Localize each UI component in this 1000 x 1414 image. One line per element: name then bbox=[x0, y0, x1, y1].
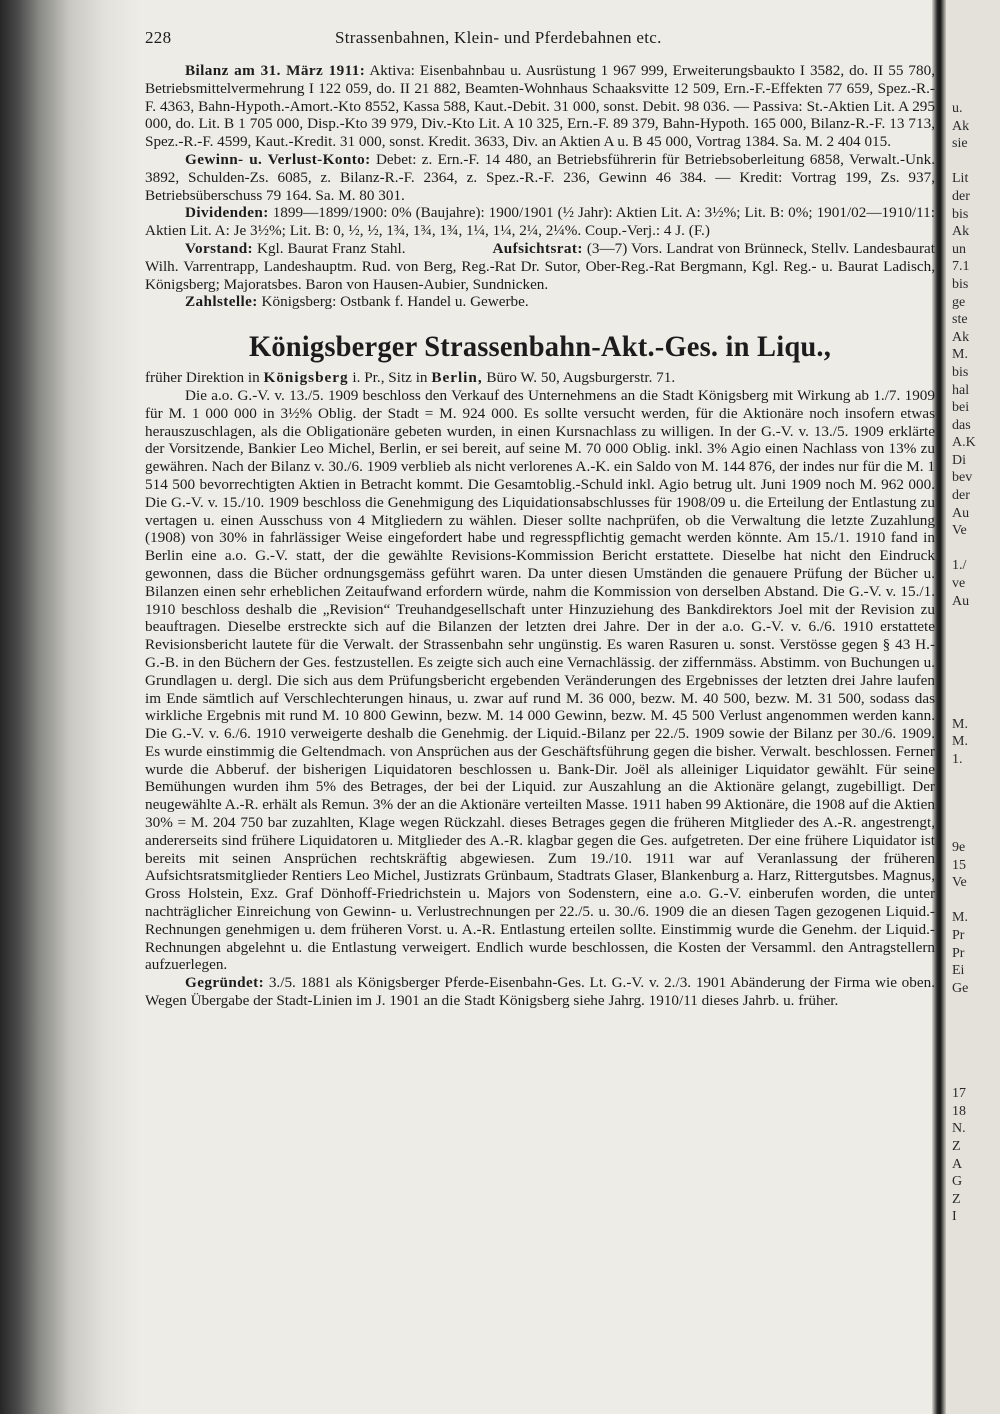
facing-page-fragment: bis bbox=[952, 364, 969, 380]
facing-page-fragment bbox=[952, 681, 1000, 699]
facing-page-fragment: M. bbox=[952, 910, 968, 926]
facing-page-fragment: G bbox=[952, 1174, 963, 1190]
facing-page-fragment: u. bbox=[952, 101, 963, 116]
facing-page-fragment: Ak bbox=[952, 329, 970, 345]
seat-city: Berlin, bbox=[431, 369, 483, 387]
page bbox=[145, 28, 935, 1398]
board-text: Kgl. Baurat Franz Stahl. bbox=[256, 239, 406, 257]
facing-page-fragment bbox=[952, 1050, 1000, 1068]
former-seat-city: Königsberg bbox=[263, 369, 349, 387]
facing-page-fragment: Au bbox=[952, 593, 970, 609]
facing-page-fragment: Ve bbox=[952, 875, 967, 891]
facing-page-fragment: bev bbox=[952, 470, 973, 486]
facing-page-fragment: I bbox=[952, 1209, 957, 1225]
facing-page-fragment: bis bbox=[952, 206, 969, 222]
facing-page-fragment: der bbox=[952, 488, 970, 504]
facing-page-fragments bbox=[952, 100, 1000, 1226]
facing-page-fragment bbox=[952, 786, 1000, 804]
facing-page-fragment: Ak bbox=[952, 224, 970, 240]
page-number: 228 bbox=[145, 28, 172, 47]
company-address-line bbox=[145, 369, 935, 387]
paying-agent-entry bbox=[145, 293, 935, 311]
supervisory-board-text: (3—7) Vors. Landrat von Brünneck, Stellv. Landesbaurat Wilh. Varrentrapp, Landeshauptm. Rud. von Berg, Reg.-Rat Dr. Sutor, Ober-Reg.-Rat Bergmann, Kgl. Reg.- u. Baurat Ladisch, Königsberg; Majoratsbes. Baron von Hausen-Aubier, Sundnicken. bbox=[145, 239, 935, 293]
facing-page-fragment: Ak bbox=[952, 118, 970, 134]
facing-page-fragment bbox=[952, 1032, 1000, 1050]
facing-page-fragment: Z bbox=[952, 1139, 961, 1155]
address-prefix: früher Direktion in bbox=[145, 369, 260, 387]
facing-page-fragment bbox=[952, 698, 1000, 716]
supervisory-board-label: Aufsichtsrat: bbox=[492, 239, 583, 257]
facing-page-fragment: un bbox=[952, 241, 966, 257]
facing-page-fragment bbox=[952, 540, 1000, 558]
profit-loss-text: Debet: z. Ern.-F. 14 480, an Betriebsführerin für Betriebsoberleitung 6858, Verwalt.-Unk. 3892, Schulden-Zs. 6085, z. Bilanz-R.-F. 2364, z. Spez.-R.-F. 236, Gewinn 46 384. — Kredit: Vortrag 199, Zs. 937, Betriebsüberschuss 79 164. Sa. M. 80 301. bbox=[145, 150, 935, 204]
facing-page-fragment: M. bbox=[952, 347, 968, 363]
office-address: Büro W. 50, Augsburgerstr. 71. bbox=[486, 369, 676, 387]
facing-page-fragment: 1./ bbox=[952, 558, 967, 574]
running-head bbox=[145, 28, 935, 62]
facing-page-fragment: 7.1 bbox=[952, 259, 970, 275]
running-title: Strassenbahnen, Klein- und Pferdebahnen etc. bbox=[335, 28, 662, 47]
facing-page-fragment bbox=[952, 628, 1000, 646]
board-entry bbox=[145, 240, 935, 293]
dividends-label: Dividenden: bbox=[185, 204, 269, 222]
facing-page-fragment bbox=[952, 645, 1000, 663]
facing-page-fragment: Au bbox=[952, 505, 970, 521]
facing-page-fragment: Ge bbox=[952, 980, 969, 996]
facing-page-fragment: ge bbox=[952, 294, 966, 310]
facing-page-fragment: der bbox=[952, 188, 970, 204]
facing-page-fragment: ve bbox=[952, 576, 966, 592]
facing-page-fragment: Di bbox=[952, 452, 966, 468]
facing-page-fragment: das bbox=[952, 417, 971, 433]
facing-page-fragment: Ei bbox=[952, 963, 965, 979]
facing-page-fragment: Pr bbox=[952, 927, 965, 943]
address-middle: i. Pr., Sitz in bbox=[352, 369, 428, 387]
facing-page-fragment: N. bbox=[952, 1121, 966, 1137]
balance-label: Bilanz am 31. März 1911: bbox=[185, 62, 366, 79]
book-binding-shadow bbox=[0, 0, 140, 1414]
facing-page-fragment: 18 bbox=[952, 1103, 966, 1119]
facing-page-fragment: hal bbox=[952, 382, 970, 398]
facing-page-fragment bbox=[952, 610, 1000, 628]
facing-page-fragment: M. bbox=[952, 734, 968, 750]
profit-loss-label: Gewinn- u. Verlust-Konto: bbox=[185, 150, 371, 168]
facing-page-fragment: 15 bbox=[952, 857, 966, 873]
founded-entry bbox=[145, 974, 935, 1010]
facing-page-fragment bbox=[952, 1068, 1000, 1086]
dividends-entry bbox=[145, 204, 935, 240]
balance-text: Aktiva: Eisenbahnbau u. Ausrüstung 1 967 999, Erweiterungsbaukto I 3582, do. II 55 780, Betriebsmittelvermehrung I 122 059, do. II 21 882, Beamten-Wohnhaus Schaaksvitte 12 509, Ern.-F.-Effekten 77 659, Spez.-R.-F. 4363, Bahn-Hypoth.-Amort.-Kto 8552, Kassa 588, Kaut.-Debit. 31 000, sonst. Debit. 98 036. — Passiva: St.-Aktien Lit. A 295 000, do. Lit. B 1 705 000, Disp.-Kto 39 979, Div.-Kto Lit. A 10 325, Ern.-F. 89 379, Bahn-Hypoth. 165 000, Bilanz-R.-F. 13 713, Spez.-R.-F. 4599, Kaut.-Kredit. 31 000, sonst. Kredit. 3633, Div. an Aktien A u. B 45 000, Vortrag 1384. Sa. M. 2 404 015. bbox=[145, 62, 935, 151]
facing-page-fragment: sie bbox=[952, 136, 968, 152]
facing-page-fragment: bei bbox=[952, 400, 970, 416]
founded-text: 3./5. 1881 als Königsberger Pferde-Eisenbahn-Ges. Lt. G.-V. v. 2./3. 1901 Abänderung der Firma wie oben. Wegen Übergabe der Stadt-Linien im J. 1901 an die Stadt Königsberg siehe Jahrg. 1910/11 dieses Jahrb. u. früher. bbox=[145, 974, 935, 1010]
facing-page-fragment bbox=[952, 892, 1000, 910]
facing-page-fragment: 9e bbox=[952, 839, 966, 855]
board-label: Vorstand: bbox=[185, 239, 254, 257]
facing-page-fragment: A.K bbox=[952, 435, 976, 451]
facing-page-fragment: Lit bbox=[952, 171, 969, 187]
company-heading: Königsberger Strassenbahn-Akt.-Ges. in Liqu., bbox=[248, 330, 832, 364]
facing-page-fragment bbox=[952, 663, 1000, 681]
facing-page-fragment bbox=[952, 997, 1000, 1015]
facing-page-fragment: 1. bbox=[952, 751, 963, 767]
facing-page-fragment bbox=[952, 1015, 1000, 1033]
facing-page-fragment: M. bbox=[952, 716, 968, 732]
facing-page-fragment: A bbox=[952, 1156, 963, 1172]
facing-page-fragment: Pr bbox=[952, 945, 965, 961]
dividends-text: 1899—1899/1900: 0% (Baujahre): 1900/1901 (½ Jahr): Aktien Lit. A: 3½%; Lit. B: 0%; 1901/02—1910/11: Aktien Lit. A: Je 3½%; Lit. B: 0, ½, ½, 1¾, 1¾, 1¾, 1¼, 1¼, 2¼, 2¼%. Coup.-Verj.: 4 J. (F.) bbox=[145, 204, 935, 240]
facing-page-fragment bbox=[952, 821, 1000, 839]
facing-page-fragment bbox=[952, 769, 1000, 787]
paying-agent-label: Zahlstelle: bbox=[185, 293, 258, 311]
facing-page-fragment: bis bbox=[952, 276, 969, 292]
facing-page-fragment bbox=[952, 804, 1000, 822]
balance-sheet-entry bbox=[145, 62, 935, 151]
facing-page-fragment: Ve bbox=[952, 523, 967, 539]
company-history-text: Die a.o. G.-V. v. 13./5. 1909 beschloss den Verkauf des Unternehmens an die Stadt Königsberg mit Wirkung ab 1./7. 1909 für M. 1 000 000 in 3½% Oblig. der Stadt = M. 924 000. Es sollte versucht werden, für die Aktionäre noch insofern etwas herauszuschlagen, als die Obligationäre gebeten wurden, in einen Kursnachlass zu willigen. In der G.-V. v. 13./5. 1909 erklärte der Vorsitzende, Bankier Leo Michel, Berlin, er sei bereit, auf seine M. 70 000 Oblig. inkl. 3% Agio einen Nachlass von 13% zu gewähren. Nach der Bilanz v. 30./6. 1909 verblieb als nicht verlorenes A.-K. ein Saldo von M. 144 876, der indes nur für die M. 1 514 500 bevorrechtigten Aktien in Betracht kommt. Die Gesamtoblig.-Schuld inkl. Agio betrug ult. Juni 1909 noch M. 962 000. Die G.-V. v. 15./10. 1909 beschloss die Genehmigung des Liquidationsabschlusses für 1908/09 u. die Erteilung der Entlastung zu vertagen u. einen Ausschuss von 4 Mitgliedern zu wählen. Dieser sollte nachprüfen, ob die Verwaltung die letzte Zuzahlung (1908) von 30% in fahrlässiger Weise eingefordert habe und regresspflichtig gemacht werden könnte. Am 15./1. 1910 fand in Berlin eine a.o. G.-V. statt, der die gewählte Revisions-Kommission Bericht erstattete. Dieselbe hat nicht den Eindruck gewonnen, dass die Bücher ordnungsgemäss geführt waren. Da unter diesen Umständen die genauere Prüfung der Bücher u. Bilanzen einen sehr erheblichen Zeitaufwand erfordern würde, nahm die Kommission von derselben Abstand. Die G.-V. v. 15./1. 1910 beschloss deshalb die „Revision“ Treuhandgesellschaft unter Hinzuziehung des Bankdirektors Joel mit der Revision zu beauftragen. Dieselbe erstreckte sich auf die Bilanzen der letzten drei Jahre. Der in der a.o. G.-V. v. 6./6. 1910 erstattete Revisionsbericht lautete für die Verwalt. der Strassenbahn sehr ungünstig. Es waren Rasuren u. sonst. Verstösse gegen § 43 H.-G.-B. in den Büchern der Ges. festzustellen. Es zeigte sich auch eine Vernachlässig. der ziffernmäss. Abstimm. von Buchungen u. Grundlagen u. dergl. Die sich aus dem Prüfungsbericht ergebenden Veränderungen des Ergebnisses der letzten drei Jahre laufen im Ende sämtlich auf Verschlechterungen hinaus, u. zwar auf rund M. 36 000, bezw. M. 40 500, bezw. M. 31 500, sodass das wirkliche Ergebnis mit rund M. 10 800 Gewinn, bezw. M. 14 000 Gewinn, bezw. M. 45 500 Verlust angenommen werden kann. Die G.-V. v. 6./6. 1910 verweigerte deshalb die Genehmig. der Liquid.-Bilanz per 22./5. 1909 sowie der Bilanz per 30./6. 1909. Es wurde einstimmig die Geltendmach. von Ansprüchen aus der Geschäftsführung gegen die bisher. Verwalt. beschlossen. Ferner wurde die Abberuf. der bisherigen Liquidatoren beschlossen u. Bank-Dir. Joël als alleiniger Liquidator gewählt. Für seine Bemühungen wurden ihm 5% des Betrages, der bei der Liquid. zur Auszahlung an die Aktionäre gelangt, zugebilligt. Der neugewählte A.-R. erhält als Remun. 3% der an die Aktionäre verteilten Masse. 1911 haben 99 Aktionäre, die 1908 auf die Aktien 30% = M. 204 750 bar zuzahlten, Klage wegen Rückzahl. dieses Betrages gegen die früheren Mitglieder des A.-R. angestrengt, andererseits sind frühere Liquidatoren u. Mitglieder des A.-R. klagbar gegen die Ges. aufgetreten. Der eine frühere Liquidator ist bereits mit seinen Ansprüchen rechtskräftig abgewiesen. Zum 19./10. 1911 war auf Veranlassung der früheren Aufsichtsratsmitglieder Rentiers Leo Michel, Justizrats Grünbaum, Stadtrats Glaser, Blankenburg a. Harz, Rittergutsbes. Magnus, Gross Holstein, Exz. Graf Dönhoff-Friedrichstein u. Majors von Sodenstern, eine a.o. G.-V. einberufen worden, die unter nachträglicher Einreichung von Gewinn- u. Verlustrechnungen per 22./5. u. 30./6. 1909 die an diesen Tagen gezogenen Liquid.-Rechnungen genehmigen u. dem früheren Vorst. u. A.-R. Entlastung erteilen sollte. Einstimmig wurde die Genehm. der Liquid.-Rechnungen abgelehnt u. die Entlastung verweigert. Endlich wurde beschlossen, die Kosten der Versamml. den Antragstellern aufzuerlegen. bbox=[145, 386, 935, 974]
facing-page-fragment: Z bbox=[952, 1191, 961, 1207]
founded-label: Gegründet: bbox=[185, 974, 265, 992]
facing-page-fragment: ste bbox=[952, 312, 968, 328]
paying-agent-text: Königsberg: Ostbank f. Handel u. Gewerbe. bbox=[261, 293, 529, 311]
profit-loss-entry bbox=[145, 151, 935, 204]
facing-page-fragment bbox=[952, 153, 1000, 171]
facing-page-fragment: 17 bbox=[952, 1086, 966, 1102]
